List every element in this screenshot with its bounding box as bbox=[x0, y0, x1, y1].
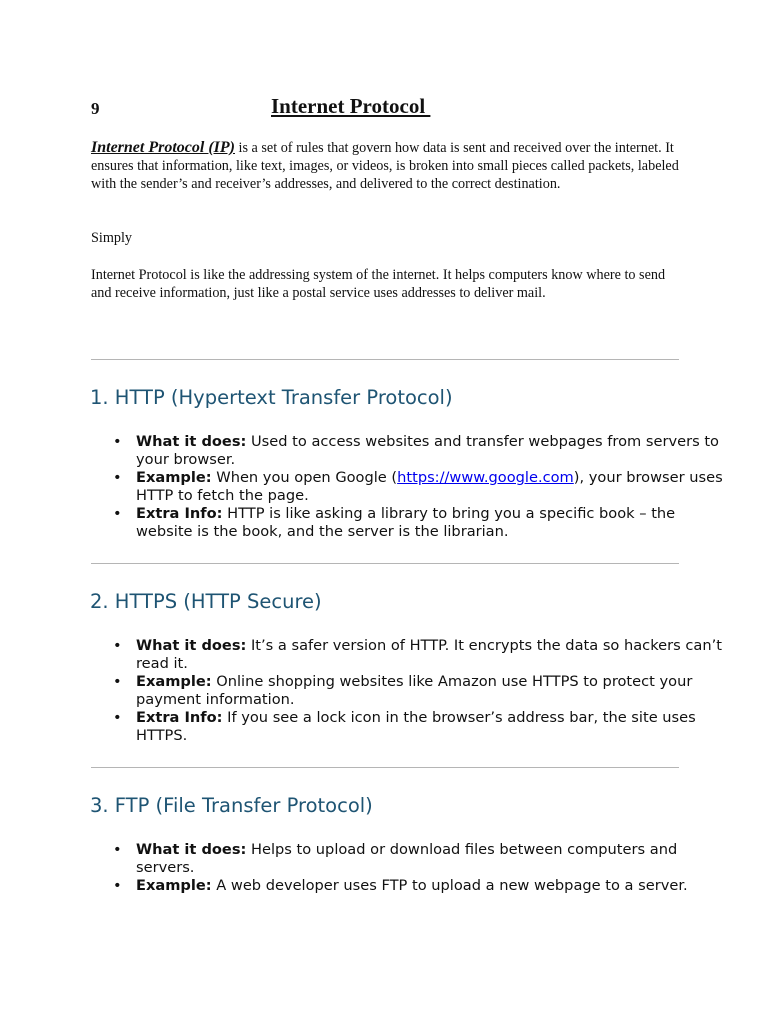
list-item bbox=[136, 505, 726, 541]
bullet-text: If you see a lock icon in the browser’s address bar, the site uses HTTPS. bbox=[136, 709, 696, 744]
section-divider bbox=[91, 359, 679, 360]
bullet-label: Example: bbox=[136, 877, 212, 894]
intro-paragraph bbox=[91, 139, 681, 193]
page-number: 9 bbox=[91, 99, 100, 118]
bullet-label: Extra Info: bbox=[136, 505, 223, 522]
bullet-text: When you open Google ( bbox=[211, 469, 398, 486]
list-item bbox=[136, 709, 726, 745]
https-bullet-list bbox=[91, 637, 726, 745]
list-item bbox=[136, 673, 726, 709]
bullet-label: What it does: bbox=[136, 433, 247, 450]
intro-term: Internet Protocol (IP) bbox=[91, 139, 235, 156]
bullet-label: What it does: bbox=[136, 841, 247, 858]
section-heading-http: 1. HTTP (Hypertext Transfer Protocol) bbox=[90, 386, 453, 409]
bullet-text: It’s a safer version of HTTP. It encrypts the data so hackers can’t read it. bbox=[136, 637, 722, 672]
bullet-text: Online shopping websites like Amazon use HTTPS to protect your payment information. bbox=[136, 673, 693, 708]
ftp-bullet-list bbox=[91, 841, 726, 895]
http-bullet-list bbox=[91, 433, 726, 541]
section-heading-https: 2. HTTPS (HTTP Secure) bbox=[90, 590, 322, 613]
simply-label: Simply bbox=[91, 230, 132, 246]
bullet-text: ), your browser uses HTTP to fetch the page. bbox=[136, 469, 723, 504]
section-divider bbox=[91, 767, 679, 768]
list-item bbox=[136, 433, 726, 469]
bullet-text: HTTP is like asking a library to bring you a specific book – the website is the book, and the server is the librarian. bbox=[136, 505, 676, 540]
analogy-paragraph: Internet Protocol is like the addressing system of the internet. It helps computers know where to send and receive information, just like a postal service uses addresses to deliver mail. bbox=[91, 267, 666, 301]
bullet-text: Helps to upload or download files between computers and servers. bbox=[136, 841, 678, 876]
list-item bbox=[136, 469, 726, 505]
intro-text: is a set of rules that govern how data is sent and received over the internet. It ensures that information, like text, images, or videos, is broken into small pieces called packets, labeled with the sender’s and receiver’s addresses, and delivered to the correct destination. bbox=[91, 140, 679, 192]
section-divider bbox=[91, 563, 679, 564]
section-heading-ftp: 3. FTP (File Transfer Protocol) bbox=[90, 794, 373, 817]
bullet-label: Example: bbox=[136, 673, 212, 690]
bullet-text: Used to access websites and transfer webpages from servers to your browser. bbox=[136, 433, 719, 468]
google-link[interactable]: https://www.google.com bbox=[397, 469, 574, 486]
list-item bbox=[136, 877, 726, 895]
bullet-text: A web developer uses FTP to upload a new webpage to a server. bbox=[211, 877, 688, 894]
bullet-label: Extra Info: bbox=[136, 709, 223, 726]
list-item bbox=[136, 637, 726, 673]
page-title: Internet Protocol bbox=[271, 94, 431, 118]
bullet-label: What it does: bbox=[136, 637, 247, 654]
bullet-label: Example: bbox=[136, 469, 212, 486]
list-item bbox=[136, 841, 726, 877]
